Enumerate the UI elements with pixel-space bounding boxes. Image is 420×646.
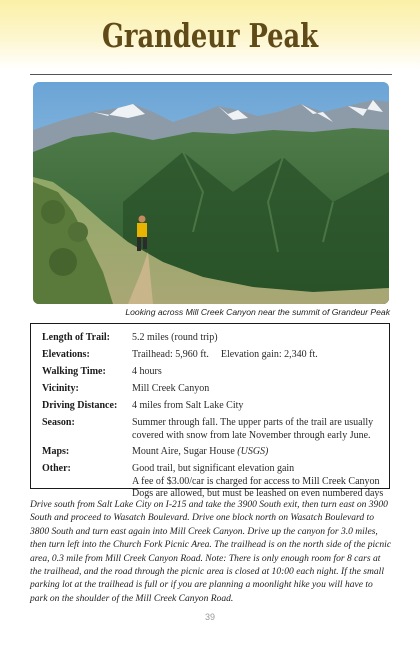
label: Elevations: <box>42 349 90 360</box>
value <box>132 463 390 501</box>
elevation-gain: Elevation gain: 2,340 ft. <box>220 349 318 360</box>
other-line-1: Good trail, but significant elevation gain <box>132 463 295 474</box>
title-rule <box>30 74 392 75</box>
label: Other: <box>42 463 71 474</box>
value <box>132 349 390 362</box>
value: 4 hours <box>132 366 162 377</box>
value: 4 miles from Salt Lake City <box>132 400 244 411</box>
page-number: 39 <box>204 612 215 622</box>
hiker-figure <box>137 223 147 237</box>
mountain-landscape-image <box>33 82 389 304</box>
label: Walking Time: <box>42 366 106 377</box>
page-title: Grandeur Peak <box>101 16 319 55</box>
trail-photo <box>33 82 389 304</box>
label: Maps: <box>42 446 70 457</box>
value: Mill Creek Canyon <box>132 383 210 394</box>
label: Length of Trail: <box>42 332 110 343</box>
other-line-2: A fee of $3.00/car is charged for access to Mill Creek Canyon <box>132 475 380 487</box>
other-line-3: Dogs are allowed, but must be leashed on even numbered days <box>132 488 384 499</box>
trail-info-box <box>30 323 390 499</box>
label: Vicinity: <box>42 383 79 394</box>
photo-caption: Looking across Mill Creek Canyon near the summit of Grandeur Peak <box>125 307 390 317</box>
label: Season: <box>42 417 75 428</box>
map-source: (USGS) <box>237 446 269 457</box>
value: Summer through fall. The upper parts of the trail are usually covered with snow from late November through early June. <box>132 417 374 441</box>
trailhead-elevation: Trailhead: 5,960 ft. <box>132 349 209 360</box>
value <box>132 446 390 459</box>
value: 5.2 miles (round trip) <box>132 332 218 343</box>
map-names: Mount Aire, Sugar House <box>132 446 235 457</box>
label: Driving Distance: <box>42 400 118 411</box>
driving-directions: Drive south from Salt Lake City on I-215 and take the 3900 South exit, then turn east on 3900 South and proceed to Wasatch Boulevard. Drive one block north on Wasatch Boulevard to 3800 South and turn east again into Mill Creek Canyon. Drive up the canyon for 3.0 miles, then turn left into the Church Fork Picnic Area. The trailhead is on the north side of the picnic area, 0.3 mile from Mill Creek Canyon Road. Note: There is only enough room for 8 cars at the trailhead, and the road through the picnic area is closed at 10:00 each night. If the small parking lot at the trailhead is full or if you are planning a moonlight hike you will have to park on the shoulder of the Mill Creek Canyon Road. <box>30 499 392 604</box>
